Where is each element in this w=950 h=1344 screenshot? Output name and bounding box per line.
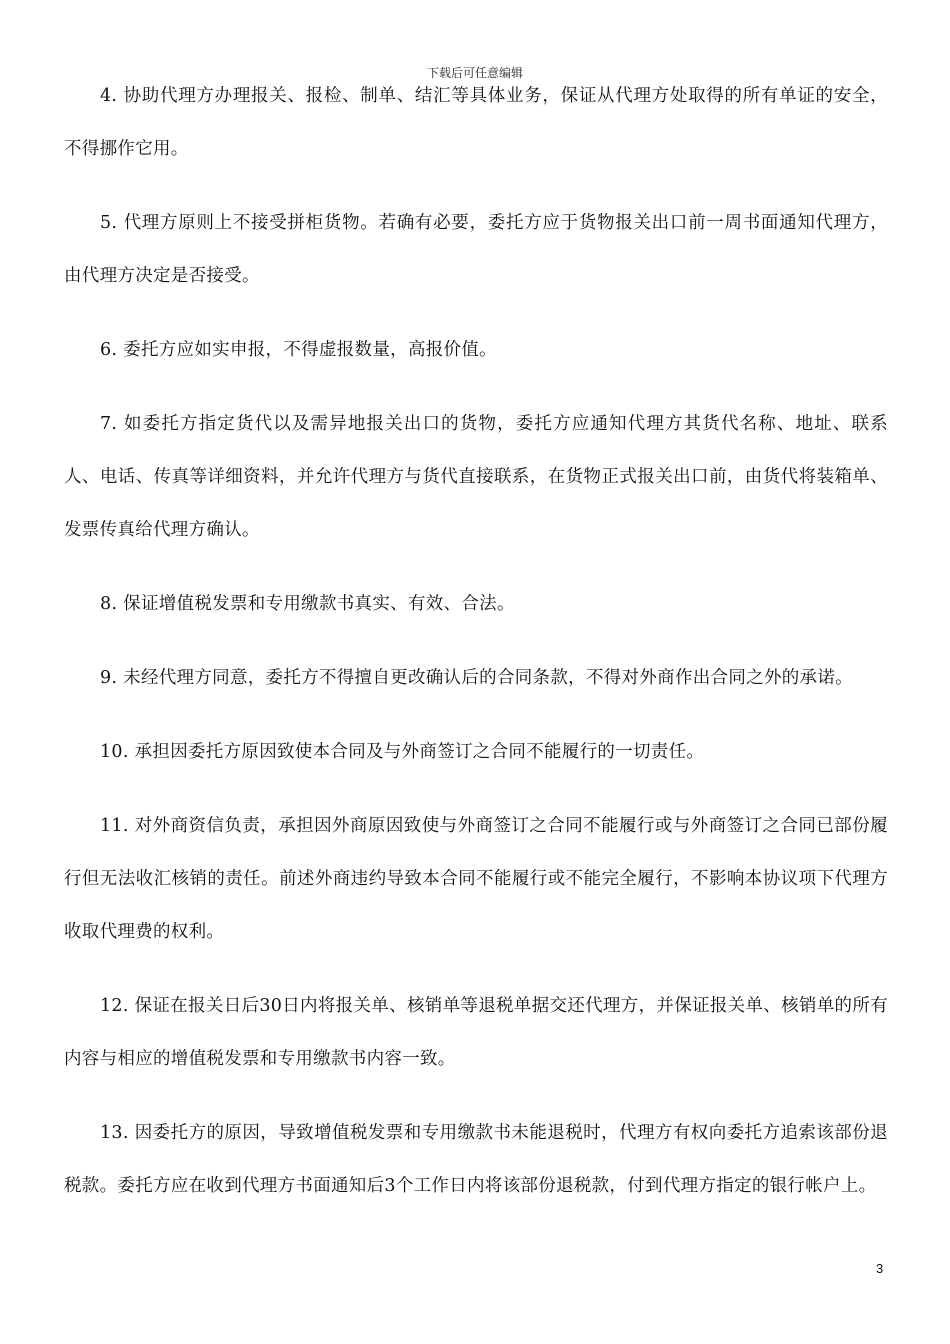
document-body	[64, 70, 888, 1234]
clause-8: 8. 保证增值税发票和专用缴款书真实、有效、合法。	[100, 594, 515, 614]
header-note: 下载后可任意编辑	[426, 66, 523, 80]
clause-10: 10. 承担因委托方原因致使本合同及与外商签订之合同不能履行的一切责任。	[100, 742, 705, 762]
clause-11: 11. 对外商资信负责，承担因外商原因致使与外商签订之合同不能履行或与外商签订之合同已部份履行但无法收汇核销的责任。前述外商违约导致本合同不能履行或不能完全履行，不影响本协议项下代理方收取代理费的权利。	[64, 816, 888, 942]
page-number: 3	[876, 1261, 884, 1276]
clause-4: 4. 协助代理方办理报关、报检、制单、结汇等具体业务，保证从代理方处取得的所有单证的安全，不得挪作它用。	[64, 86, 888, 159]
clause-13: 13. 因委托方的原因，导致增值税发票和专用缴款书未能退税时，代理方有权向委托方追索该部份退税款。委托方应在收到代理方书面通知后3个工作日内将该部份退税款，付到代理方指定的银行帐户上。	[64, 1123, 888, 1196]
clause-9: 9. 未经代理方同意，委托方不得擅自更改确认后的合同条款，不得对外商作出合同之外的承诺。	[100, 668, 853, 688]
clause-5: 5. 代理方原则上不接受拼柜货物。若确有必要，委托方应于货物报关出口前一周书面通知代理方，由代理方决定是否接受。	[64, 213, 888, 286]
clause-7: 7. 如委托方指定货代以及需异地报关出口的货物，委托方应通知代理方其货代名称、地址、联系人、电话、传真等详细资料，并允许代理方与货代直接联系，在货物正式报关出口前，由货代将装箱单、发票传真给代理方确认。	[64, 414, 888, 540]
clause-12: 12. 保证在报关日后30日内将报关单、核销单等退税单据交还代理方，并保证报关单、核销单的所有内容与相应的增值税发票和专用缴款书内容一致。	[64, 996, 888, 1069]
clause-6: 6. 委托方应如实申报，不得虚报数量，高报价值。	[100, 340, 497, 360]
